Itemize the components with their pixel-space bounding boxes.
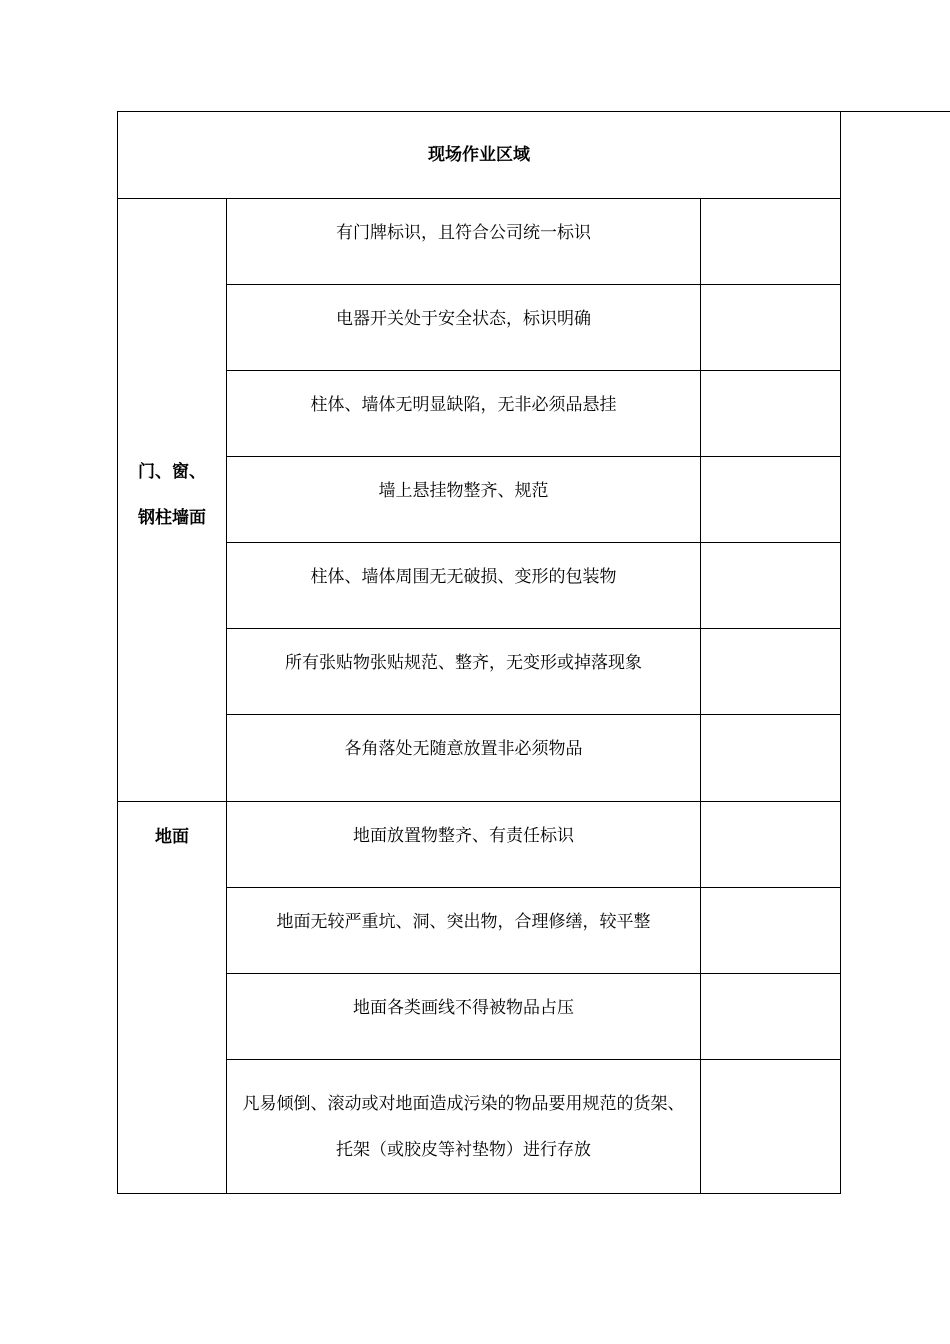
table-title: 现场作业区域 [118, 112, 840, 199]
score-cell[interactable] [701, 888, 840, 974]
check-item: 墙上悬挂物整齐、规范 [227, 457, 701, 543]
category-doors-windows-walls [118, 199, 227, 802]
score-cell[interactable] [701, 629, 840, 715]
check-item: 柱体、墙体无明显缺陷，无非必须品悬挂 [227, 371, 701, 457]
score-cell[interactable] [701, 457, 840, 543]
score-cell[interactable] [701, 199, 840, 285]
score-cell[interactable] [701, 543, 840, 629]
score-cell[interactable] [701, 1060, 840, 1193]
category-line: 钢柱墙面 [138, 508, 206, 528]
category-floor [118, 802, 227, 1193]
check-item: 所有张贴物张贴规范、整齐，无变形或掉落现象 [227, 629, 701, 715]
check-item: 各角落处无随意放置非必须物品 [227, 715, 701, 802]
category-line: 地面 [155, 827, 189, 847]
check-item: 电器开关处于安全状态，标识明确 [227, 285, 701, 371]
score-cell[interactable] [701, 715, 840, 802]
check-item: 地面各类画线不得被物品占压 [227, 974, 701, 1060]
score-cell[interactable] [701, 974, 840, 1060]
check-item: 有门牌标识，且符合公司统一标识 [227, 199, 701, 285]
check-item: 地面放置物整齐、有责任标识 [227, 802, 701, 888]
score-cell[interactable] [701, 285, 840, 371]
check-item: 地面无较严重坑、洞、突出物，合理修缮，较平整 [227, 888, 701, 974]
category-line: 门、窗、 [138, 462, 206, 482]
score-cell[interactable] [701, 802, 840, 888]
score-cell[interactable] [701, 371, 840, 457]
inspection-table [117, 111, 841, 1194]
check-item: 凡易倾倒、滚动或对地面造成污染的物品要用规范的货架、托架（或胶皮等衬垫物）进行存放 [227, 1060, 701, 1193]
check-item: 柱体、墙体周围无无破损、变形的包装物 [227, 543, 701, 629]
table-top-rule-extension [841, 111, 950, 112]
